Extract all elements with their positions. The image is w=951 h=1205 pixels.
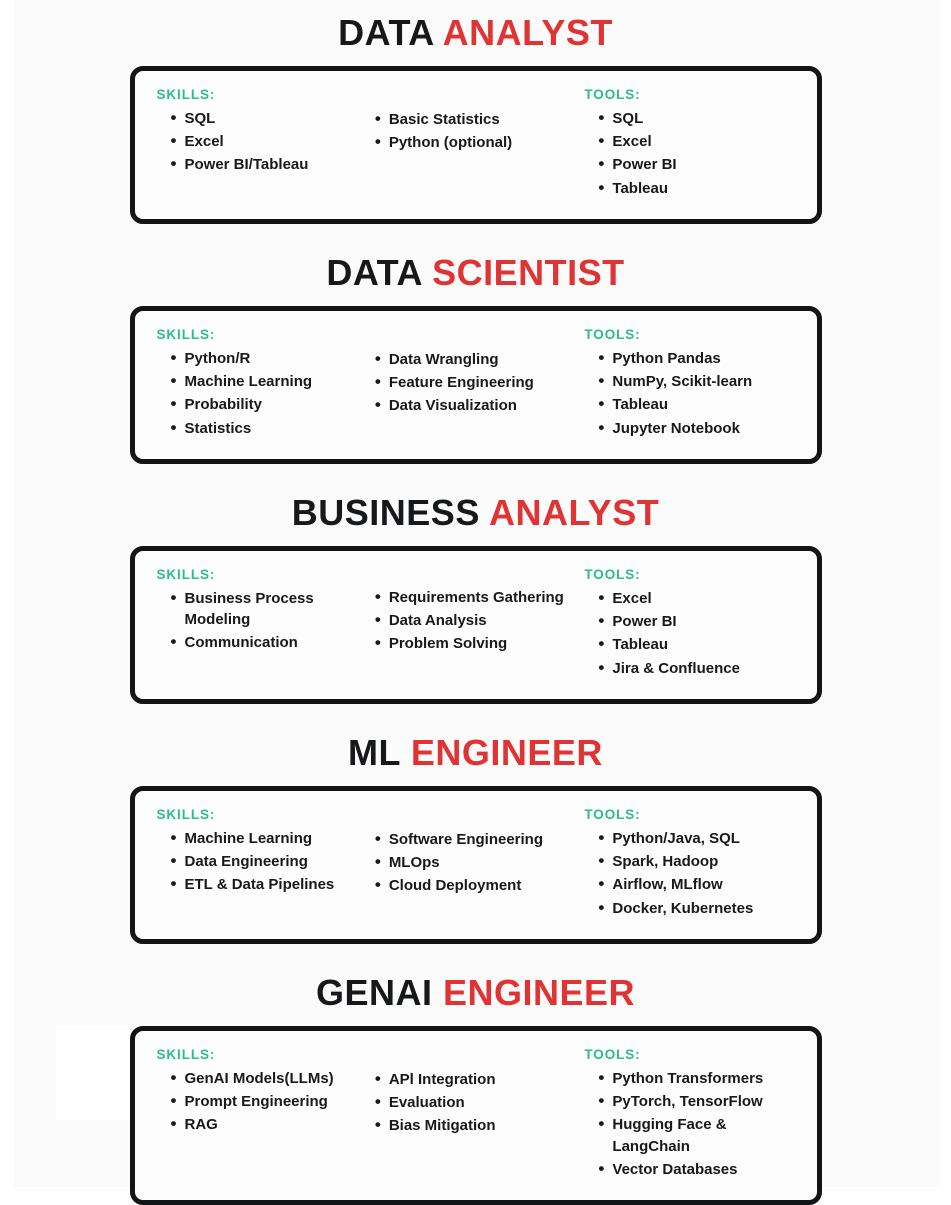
tools-column (584, 567, 794, 681)
role-title-accent: ENGINEER (442, 971, 636, 1013)
skills-list (157, 828, 361, 896)
skills-list (157, 108, 361, 176)
tools-column (584, 327, 794, 441)
role-title-accent: ANALYST (442, 12, 613, 53)
list-item: • Python/Java, SQL (598, 828, 794, 849)
tools-list (584, 828, 794, 919)
list-item: • Data Visualization (375, 395, 585, 416)
list-item: • Statistics (171, 418, 361, 439)
list-item: • Basic Statistics (375, 109, 585, 130)
tools-column (584, 1047, 794, 1182)
tools-list (584, 348, 794, 439)
skills-column (157, 87, 361, 178)
tools-heading: TOOLS: (584, 1046, 641, 1062)
role-title-main: DATA (326, 251, 422, 293)
list-item: • Cloud Deployment (375, 875, 585, 896)
role-title-main: DATA (338, 12, 434, 53)
list-item: • Jupyter Notebook (598, 418, 794, 439)
list-item: • Tableau (598, 178, 794, 199)
skills-list (157, 588, 361, 654)
role-card (130, 786, 822, 944)
list-item: • PyTorch, TensorFlow (598, 1091, 794, 1112)
middle-column (361, 807, 585, 899)
list-item: • Problem Solving (375, 633, 585, 654)
list-item: • Python (optional) (375, 132, 585, 153)
skills-list (157, 348, 361, 439)
list-item: • Power BI/Tableau (171, 154, 361, 175)
middle-list (361, 829, 585, 897)
tools-list (584, 108, 794, 199)
skills-heading: SKILLS: (156, 1046, 216, 1062)
list-item: • Power BI (598, 611, 794, 632)
role-block-genai-engineer (0, 971, 951, 1205)
list-item: • Bias Mitigation (375, 1115, 585, 1136)
role-block-ml-engineer (0, 731, 951, 944)
role-title (0, 14, 951, 52)
tools-column (584, 807, 794, 921)
middle-list (361, 1069, 585, 1137)
list-item: • APl Integration (375, 1069, 585, 1090)
tools-heading: TOOLS: (584, 326, 641, 342)
list-item: • ETL & Data Pipelines (171, 874, 361, 895)
list-item: • Python Transformers (598, 1068, 794, 1089)
tools-column (584, 87, 794, 201)
list-item: • MLOps (375, 852, 585, 873)
tools-list (584, 588, 794, 679)
role-block-business-analyst (0, 491, 951, 704)
tools-heading: TOOLS: (584, 806, 641, 822)
role-title (0, 731, 951, 773)
middle-column (361, 327, 585, 419)
skills-heading: SKILLS: (156, 326, 216, 342)
skills-column (157, 807, 361, 898)
list-item: • Probability (171, 394, 361, 415)
skills-heading: SKILLS: (156, 806, 216, 822)
role-card (130, 306, 822, 464)
white-margin-patch (56, 1025, 130, 1120)
section-spacer (0, 944, 951, 974)
list-item: • Airflow, MLflow (598, 874, 794, 895)
skills-heading: SKILLS: (156, 86, 216, 102)
list-item: • Jira & Confluence (598, 658, 794, 679)
list-item: • Tableau (598, 394, 794, 415)
list-item: • NumPy, Scikit-learn (598, 371, 794, 392)
list-item: • Evaluation (375, 1092, 585, 1113)
tools-heading: TOOLS: (584, 566, 641, 582)
list-item: • Machine Learning (171, 371, 361, 392)
tools-list (584, 1068, 794, 1180)
section-spacer (0, 704, 951, 734)
list-item: • Feature Engineering (375, 372, 585, 393)
list-item: • Data Engineering (171, 851, 361, 872)
role-title-main: GENAI (315, 971, 433, 1013)
list-item: • Prompt Engineering (171, 1091, 361, 1112)
role-card (130, 66, 822, 224)
middle-list (361, 349, 585, 417)
middle-list (361, 109, 585, 154)
role-block-data-analyst (0, 14, 951, 224)
list-item: • Docker, Kubernetes (598, 898, 794, 919)
middle-list (361, 587, 585, 655)
page-right-edge (941, 0, 951, 1187)
role-card (130, 546, 822, 704)
role-title-accent: ENGINEER (410, 731, 603, 773)
section-spacer (0, 224, 951, 254)
skills-column (157, 327, 361, 441)
role-title-main: ML (348, 731, 401, 773)
list-item: • Machine Learning (171, 828, 361, 849)
section-spacer (0, 464, 951, 494)
skills-heading: SKILLS: (156, 566, 216, 582)
list-item: • SQL (171, 108, 361, 129)
list-item: • Power BI (598, 154, 794, 175)
role-title-main: BUSINESS (291, 491, 480, 533)
middle-column (361, 1047, 585, 1139)
list-item: • Communication (171, 632, 361, 653)
skills-column (157, 567, 361, 656)
list-item: • Vector Databases (598, 1159, 794, 1180)
list-item: • Tableau (598, 634, 794, 655)
middle-column (361, 567, 585, 657)
list-item: • RAG (171, 1114, 361, 1135)
page-left-edge (0, 0, 14, 1187)
list-item: • Requirements Gathering (375, 587, 585, 608)
tools-heading: TOOLS: (584, 86, 641, 102)
list-item: • SQL (598, 108, 794, 129)
role-title (0, 251, 951, 293)
list-item: • Excel (171, 131, 361, 152)
list-item: • Python Pandas (598, 348, 794, 369)
skills-list (157, 1068, 361, 1136)
role-card (130, 1026, 822, 1205)
role-title (0, 971, 951, 1013)
list-item: • Data Analysis (375, 610, 585, 631)
list-item: • Business Process Modeling (171, 588, 361, 631)
list-item: • Data Wrangling (375, 349, 585, 370)
list-item: • GenAI Models(LLMs) (171, 1068, 361, 1089)
list-item: • Software Engineering (375, 829, 585, 850)
role-title (0, 491, 951, 533)
list-item: • Spark, Hadoop (598, 851, 794, 872)
role-title-accent: ANALYST (489, 491, 660, 533)
skills-column (157, 1047, 361, 1138)
list-item: • Python/R (171, 348, 361, 369)
list-item: • Hugging Face & LangChain (598, 1114, 794, 1157)
list-item: • Excel (598, 588, 794, 609)
list-item: • Excel (598, 131, 794, 152)
middle-column (361, 87, 585, 156)
role-title-accent: SCIENTIST (432, 251, 625, 293)
role-block-data-scientist (0, 251, 951, 464)
